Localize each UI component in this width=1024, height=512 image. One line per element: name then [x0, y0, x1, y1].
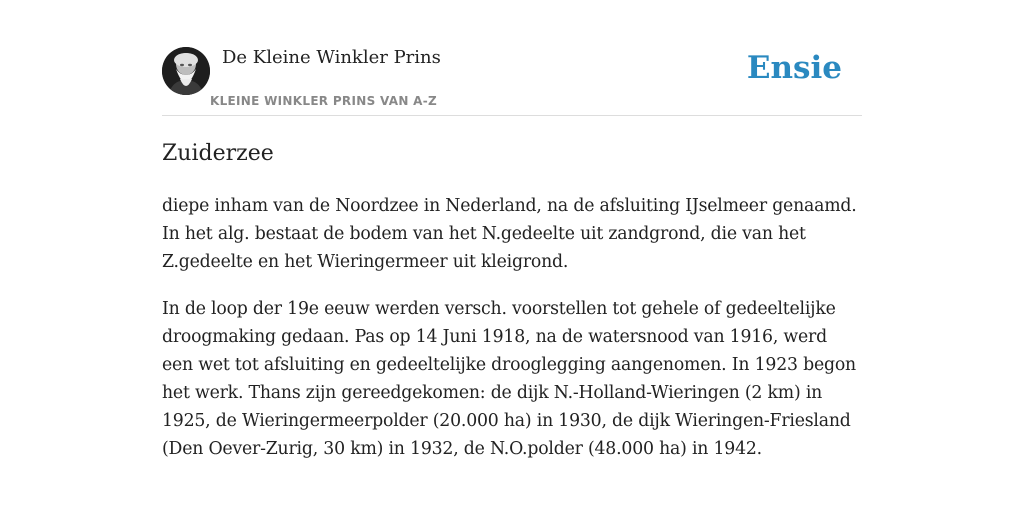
book-title[interactable]: KLEINE WINKLER PRINS VAN A-Z: [210, 94, 438, 108]
entry-title: Zuiderzee: [162, 141, 274, 166]
brand-logo[interactable]: Ensie: [746, 50, 842, 86]
author-avatar[interactable]: [162, 47, 210, 95]
header: [162, 44, 862, 116]
portrait-icon: [162, 47, 210, 95]
entry-body: [162, 192, 862, 482]
entry-paragraph: diepe inham van de Noordzee in Nederland, na de afsluiting IJselmeer genaamd. In het alg. bestaat de bodem van het N.gedeelte uit zandgrond, die van het Z.gedeelte en het Wieringermeer uit kleigrond.: [162, 196, 857, 272]
author-name[interactable]: De Kleine Winkler Prins: [222, 47, 441, 68]
entry-paragraph: In de loop der 19e eeuw werden versch. voorstellen tot gehele of gedeeltelijke droogmaking gedaan. Pas op 14 Juni 1918, na de watersnood van 1916, werd een wet tot afsluiting en gedeeltelijke drooglegging aangenomen. In 1923 begon het werk. Thans zijn gereedgekomen: de dijk N.-Holland-Wieringen (2 km) in 1925, de Wieringermeerpolder (20.000 ha) in 1930, de dijk Wieringen-Friesland (Den Oever-Zurig, 30 km) in 1932, de N.O.polder (48.000 ha) in 1942.: [162, 299, 856, 459]
